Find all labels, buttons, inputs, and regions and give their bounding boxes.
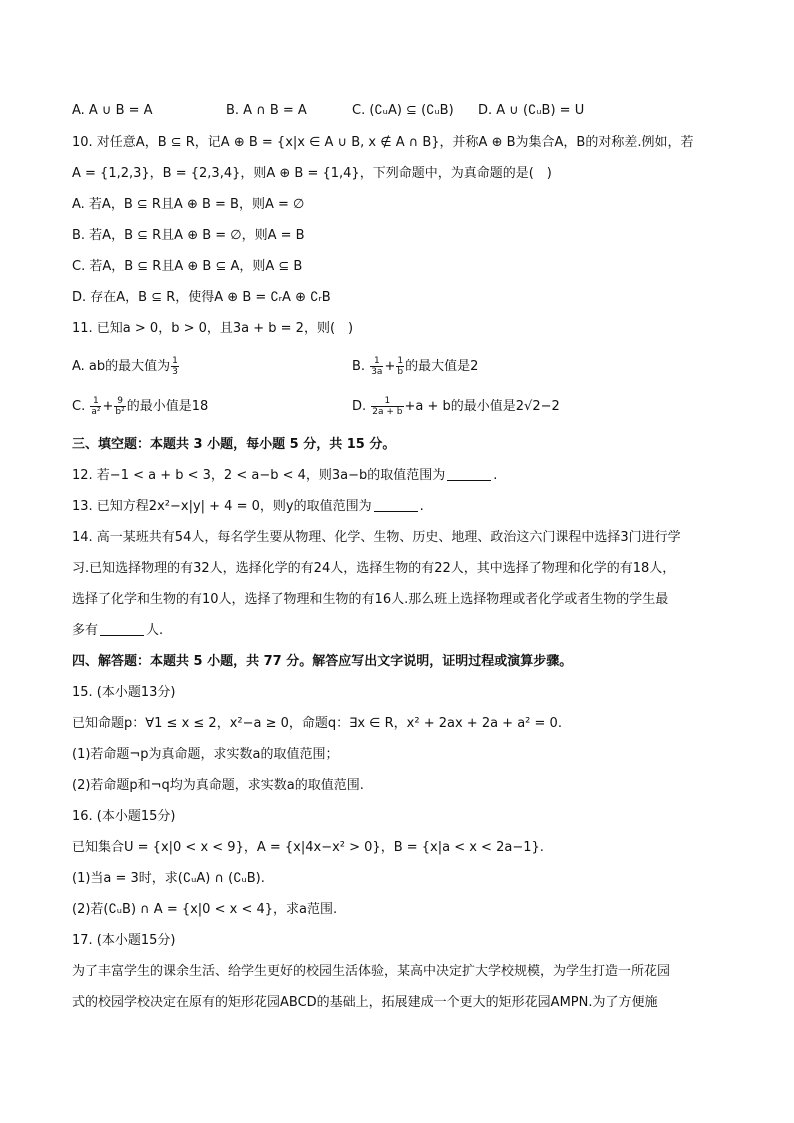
q11-options-cd bbox=[72, 396, 734, 424]
q11-option-d: D. $\frac{1}{2a + b}$ +a + b的最小值是2√2−2 bbox=[352, 396, 560, 417]
q16-stem: 已知集合U = {x|0 < x < 9}，A = {x|4x−x² > 0}，B = {x|a < x < 2a−1}. bbox=[72, 840, 544, 855]
q11-option-c: C. $\frac{1}{\text{a²}}$ + $\frac{9}{\text{b²}}$ 的最小值是18 bbox=[72, 396, 209, 417]
fraction: $\frac{9}{\text{b²}}$ bbox=[115, 396, 125, 417]
q10-stem-line2: A = {1,2,3}，B = {2,3,4}，则A ⊕ B = {1,4}，下列命题中，为真命题的是( ) bbox=[72, 166, 552, 181]
fraction: $\frac{1}{2a + b}$ bbox=[372, 396, 403, 417]
q15-part2: (2)若命题p和¬q均为真命题，求实数a的取值范围. bbox=[72, 778, 364, 793]
q17-line1: 为了丰富学生的课余生活、给学生更好的校园生活体验，某高中决定扩大学校规模，为学生打造一所花园 bbox=[72, 964, 671, 979]
answer-blank bbox=[447, 468, 491, 481]
q10-option-a: A. 若A，B ⊆ R且A ⊕ B = B，则A = ∅ bbox=[72, 197, 305, 212]
fraction: $\frac{1}{3a}$ bbox=[371, 356, 383, 377]
q13: 13. 已知方程2x²−x|y| + 4 = 0，则y的取值范围为 . bbox=[72, 499, 424, 514]
q14-line2: 习.已知选择物理的有32人，选择化学的有24人，选择生物的有22人，其中选择了物理和化学的有18人， bbox=[72, 561, 676, 576]
q11-options-ab bbox=[72, 356, 734, 384]
q16-heading: 16. (本小题15分) bbox=[72, 809, 176, 824]
q10-option-c: C. 若A，B ⊆ R且A ⊕ B ⊆ A，则A ⊆ B bbox=[72, 259, 303, 274]
q11-option-b: B. $\frac{1}{3a}$ + $\frac{1}{b}$ 的最大值是2 bbox=[352, 356, 479, 377]
q11-stem: 11. 已知a > 0，b > 0，且3a + b = 2，则( ) bbox=[72, 321, 354, 336]
q16-part1: (1)当a = 3时，求(∁ᵤA) ∩ (∁ᵤB). bbox=[72, 871, 265, 886]
q9-option-d: D. A ∪ (∁ᵤB) = U bbox=[478, 103, 585, 118]
q9-option-c: C. (∁ᵤA) ⊆ (∁ᵤB) bbox=[352, 103, 454, 118]
q14-line1: 14. 高一某班共有54人，每名学生要从物理、化学、生物、历史、地理、政治这六门课程中选择3门进行学 bbox=[72, 530, 681, 545]
fraction: $\frac{1}{b}$ bbox=[397, 356, 404, 377]
q14-line4: 多有 人. bbox=[72, 623, 164, 638]
q14-line3: 选择了化学和生物的有10人，选择了物理和生物的有16人.那么班上选择物理或者化学或者生物的学生最 bbox=[72, 592, 669, 607]
answer-blank bbox=[374, 499, 418, 512]
q15-part1: (1)若命题¬p为真命题，求实数a的取值范围； bbox=[72, 747, 339, 762]
q16-part2: (2)若(∁ᵤB) ∩ A = {x|0 < x < 4}，求a范围. bbox=[72, 902, 338, 917]
answer-blank bbox=[100, 623, 144, 636]
q10-option-b: B. 若A，B ⊆ R且A ⊕ B = ∅，则A = B bbox=[72, 228, 305, 243]
fraction: $\frac{1}{3}$ bbox=[172, 356, 178, 377]
q9-option-b: B. A ∩ B = A bbox=[226, 103, 307, 118]
q15-stem: 已知命题p：∀1 ≤ x ≤ 2，x²−a ≥ 0，命题q：∃x ∈ R，x² + 2ax + 2a + a² = 0. bbox=[72, 716, 562, 731]
q11-option-a: A. ab的最大值为 $\frac{1}{3}$ bbox=[72, 356, 178, 377]
q17-heading: 17. (本小题15分) bbox=[72, 933, 176, 948]
q12: 12. 若−1 < a + b < 3，2 < a−b < 4，则3a−b的取值范围为 . bbox=[72, 468, 498, 483]
fraction: $\frac{1}{\text{a²}}$ bbox=[91, 396, 101, 417]
q10-option-d: D. 存在A，B ⊆ R，使得A ⊕ B = ∁ᵣA ⊕ ∁ᵣB bbox=[72, 290, 331, 305]
q10-stem-line1: 10. 对任意A，B ⊆ R，记A ⊕ B = {x|x ∈ A ∪ B, x ∉ A ∩ B}，并称A ⊕ B为集合A，B的对称差.例如，若 bbox=[72, 135, 694, 150]
q17-line2: 式的校园学校决定在原有的矩形花园ABCD的基础上，拓展建成一个更大的矩形花园AMPN.为了方便施 bbox=[72, 995, 658, 1010]
q15-heading: 15. (本小题13分) bbox=[72, 685, 176, 700]
section-4-title: 四、解答题：本题共 5 小题，共 77 分。解答应写出文字说明，证明过程或演算步骤。 bbox=[72, 654, 573, 669]
q9-option-a: A. A ∪ B = A bbox=[72, 103, 153, 118]
section-3-title: 三、填空题：本题共 3 小题，每小题 5 分，共 15 分。 bbox=[72, 437, 396, 452]
